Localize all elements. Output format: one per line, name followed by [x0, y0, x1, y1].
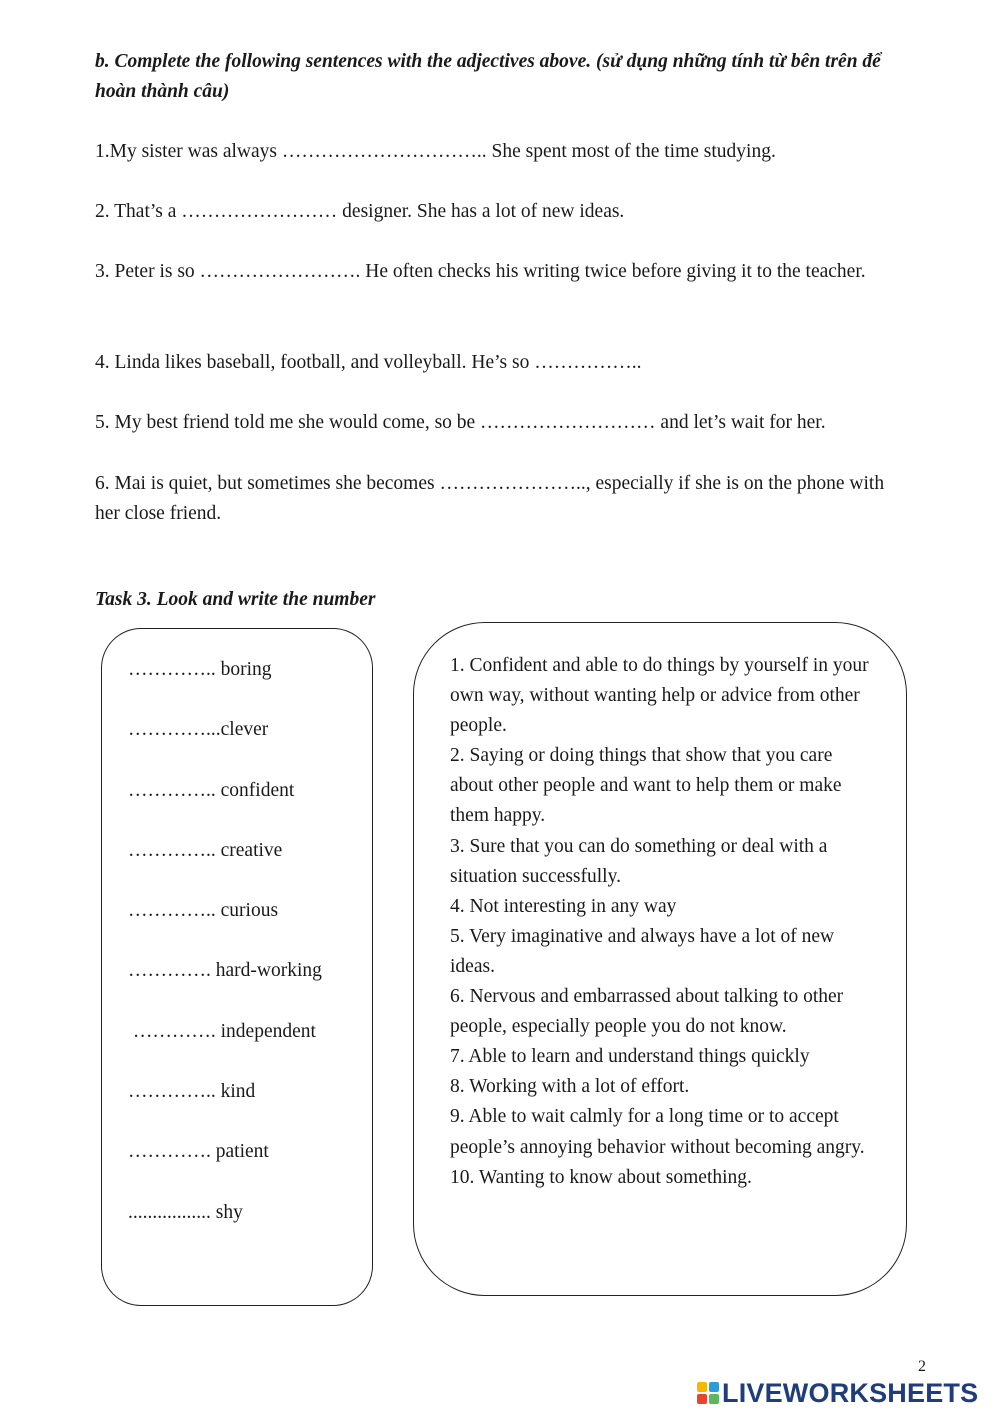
definition-5: 5. Very imaginative and always have a lot of new ideas.	[450, 925, 835, 977]
sentence-1: 1.My sister was always ………………………….. She spent most of the time studying.	[95, 141, 776, 162]
sentence-2: 2. That’s a …………………… designer. She has a lot of new ideas.	[95, 201, 625, 222]
definition-1: 1. Confident and able to do things by yourself in your own way, without wanting help or advice from other people.	[450, 655, 869, 737]
definitions-list	[450, 651, 870, 1193]
definition-7: 7. Able to learn and understand things quickly	[450, 1046, 810, 1068]
logo-square-3	[697, 1394, 707, 1404]
word-item-clever[interactable]: …………...clever	[128, 719, 269, 740]
liveworksheets-logo-icon	[697, 1382, 719, 1404]
word-item-shy[interactable]: ................. shy	[128, 1202, 243, 1223]
word-item-confident[interactable]: ………….. confident	[128, 780, 295, 801]
exercise-instruction: b. Complete the following sentences with the adjectives above. (sử dụng những tính từ bên trên để hoàn thành câu)	[95, 51, 881, 102]
logo-square-1	[697, 1382, 707, 1392]
definition-8: 8. Working with a lot of effort.	[450, 1076, 690, 1098]
liveworksheets-logo	[697, 1379, 978, 1407]
sentence-6: 6. Mai is quiet, but sometimes she becomes ………………….., especially if she is on the phone with her close friend.	[95, 473, 885, 524]
word-item-curious[interactable]: ………….. curious	[128, 900, 279, 921]
definition-3: 3. Sure that you can do something or deal with a situation successfully.	[450, 835, 828, 887]
word-item-boring[interactable]: ………….. boring	[128, 659, 272, 680]
task-3-title: Task 3. Look and write the number	[95, 589, 376, 610]
word-item-patient[interactable]: …………. patient	[128, 1141, 269, 1162]
logo-square-4	[709, 1394, 719, 1404]
definition-9: 9. Able to wait calmly for a long time or to accept people’s annoying behavior without becoming angry.	[450, 1106, 865, 1158]
word-item-kind[interactable]: ………….. kind	[128, 1081, 256, 1102]
definition-2: 2. Saying or doing things that show that you care about other people and want to help them or make them happy.	[450, 745, 842, 827]
definition-4: 4. Not interesting in any way	[450, 895, 677, 917]
logo-square-2	[709, 1382, 719, 1392]
definition-6: 6. Nervous and embarrassed about talking to other people, especially people you do not know.	[450, 986, 844, 1038]
sentence-3: 3. Peter is so ……………………. He often checks his writing twice before giving it to the teacher.	[95, 261, 866, 282]
word-item-creative[interactable]: ………….. creative	[128, 840, 283, 861]
definition-10: 10. Wanting to know about something.	[450, 1166, 752, 1188]
word-item-independent[interactable]: …………. independent	[128, 1021, 316, 1042]
page-number: 2	[918, 1358, 926, 1375]
word-item-hard-working[interactable]: …………. hard-working	[128, 960, 322, 981]
brand-name: LIVEWORKSHEETS	[722, 1377, 979, 1408]
sentence-4: 4. Linda likes baseball, football, and volleyball. He’s so ……………..	[95, 352, 642, 373]
sentence-5: 5. My best friend told me she would come, so be ……………………… and let’s wait for her.	[95, 412, 826, 433]
